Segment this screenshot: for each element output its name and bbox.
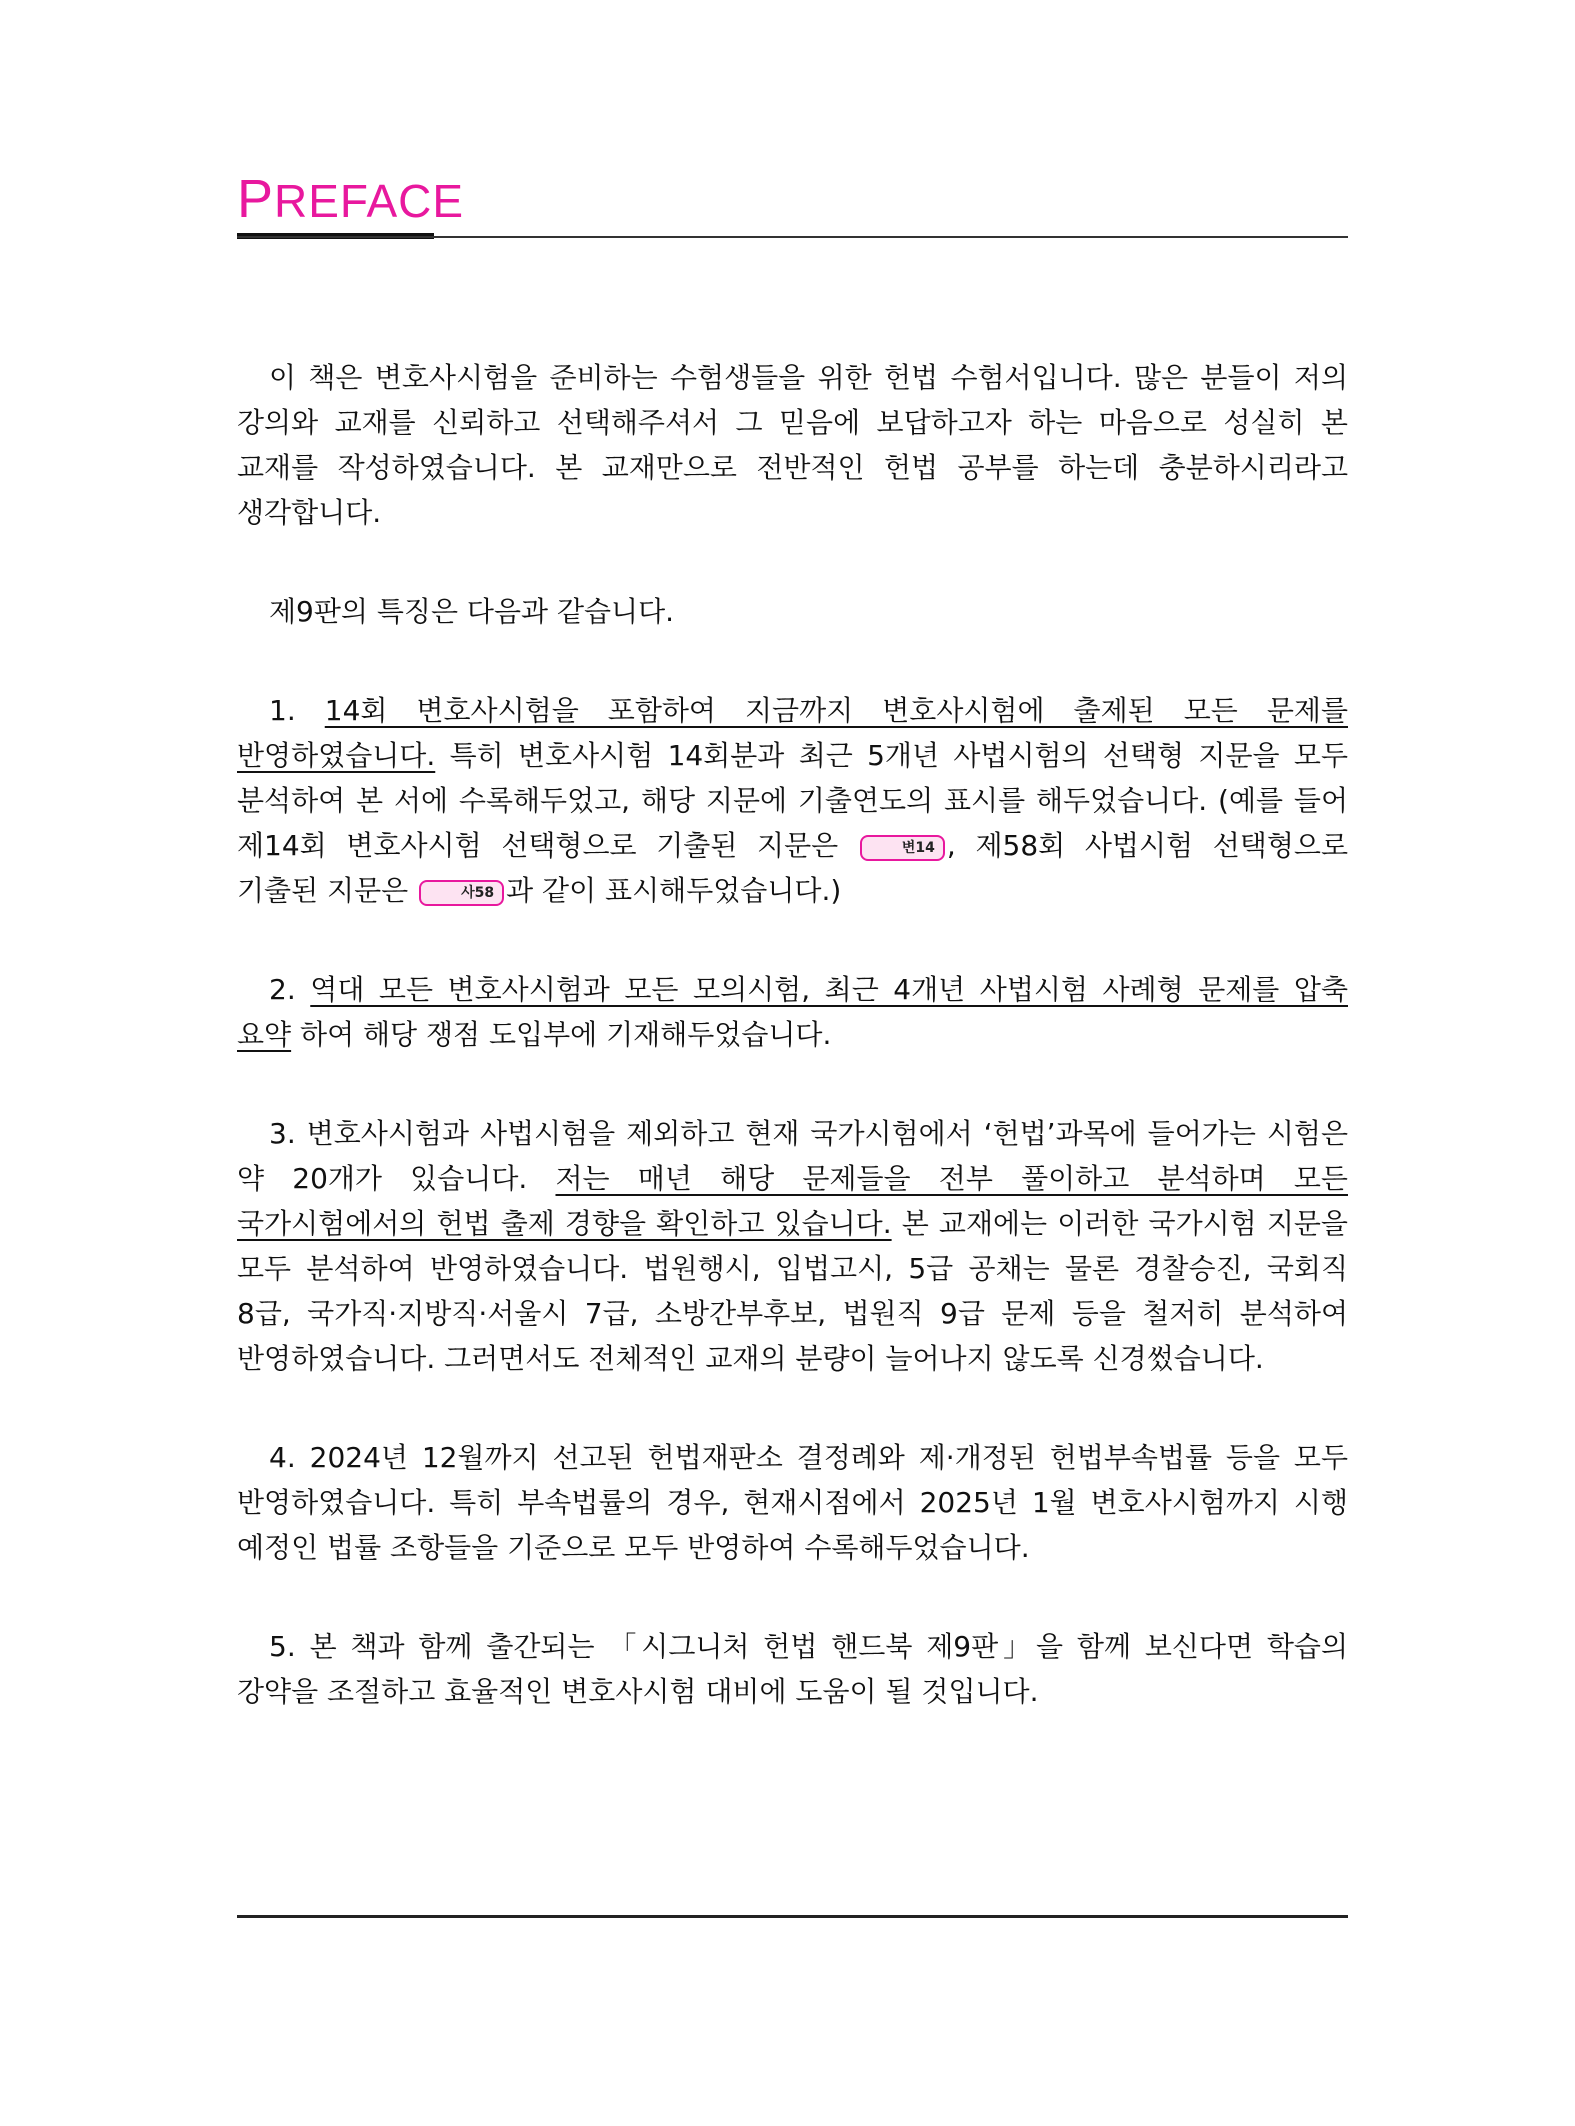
title-rule <box>237 236 1348 238</box>
item-3-number: 3. <box>269 1117 296 1150</box>
item-2-highlight: 역대 모든 변호사시험과 모든 모의시험, 최근 4개년 사법시험 사례형 문제를 압축 요약 <box>237 973 1348 1051</box>
item-1-number: 1. <box>269 694 296 727</box>
preface-body <box>237 355 1348 1768</box>
item-3-highlight: 저는 매년 해당 문제들을 전부 풀이하고 분석하며 모든 국가시험에서의 헌법 출제 경향을 확인하고 있습니다. <box>237 1162 1348 1240</box>
exam-badge-bar14: 변14 <box>860 835 945 861</box>
footer-rule <box>237 1915 1348 1918</box>
page-title-initial: P <box>237 169 275 229</box>
features-intro: 제9판의 특징은 다음과 같습니다. <box>269 595 675 628</box>
item-1 <box>237 688 1348 913</box>
page-title-rest: REFACE <box>274 175 465 227</box>
item-5-number: 5. <box>269 1630 296 1663</box>
item-3 <box>237 1111 1348 1381</box>
item-2-number: 2. <box>269 973 296 1006</box>
item-1-text-c: 과 같이 표시해두었습니다.) <box>506 874 842 907</box>
intro-paragraph: 이 책은 변호사시험을 준비하는 수험생들을 위한 헌법 수험서입니다. 많은 분들이 저의 강의와 교재를 신뢰하고 선택해주셔서 그 믿음에 보답하고자 하는 마음으로 성실히 본 교재를 작성하였습니다. 본 교재만으로 전반적인 헌법 공부를 하는데 충분하시리라고 생각합니다. <box>237 361 1348 529</box>
exam-badge-sa58: 사58 <box>419 880 504 906</box>
item-1-text-b: , 제58회 사법시험 선택형으로 기출된 지문은 <box>237 829 1348 907</box>
item-5-text: 본 책과 함께 출간되는 「시그니처 헌법 핸드북 제9판」을 함께 보신다면 학습의 강약을 조절하고 효율적인 변호사시험 대비에 도움이 될 것입니다. <box>237 1630 1348 1708</box>
item-3-text-b: 본 교재에는 이러한 국가시험 지문을 모두 분석하여 반영하였습니다. 법원행시, 입법고시, 5급 공채는 물론 경찰승진, 국회직 8급, 국가직·지방직·서울시 7급, 소방간부후보, 법원직 9급 문제 등을 철저히 분석하여 반영하였습니다. 그러면서도 전체적인 교재의 분량이 늘어나지 않도록 신경썼습니다. <box>237 1207 1348 1375</box>
item-2-text: 하여 해당 쟁점 도입부에 기재해두었습니다. <box>300 1018 832 1051</box>
item-5 <box>237 1624 1348 1714</box>
item-3-text-a: 변호사시험과 사법시험을 제외하고 현재 국가시험에서 ‘헌법’과목에 들어가는 시험은 약 20개가 있습니다. <box>237 1117 1348 1195</box>
item-1-highlight: 14회 변호사시험을 포함하여 지금까지 변호사시험에 출제된 모든 문제를 반영하였습니다. <box>237 694 1348 772</box>
page-title <box>237 170 464 230</box>
item-2 <box>237 967 1348 1057</box>
item-1-text-a: 특히 변호사시험 14회분과 최근 5개년 사법시험의 선택형 지문을 모두 분석하여 본 서에 수록해두었고, 해당 지문에 기출연도의 표시를 해두었습니다. (예를 들어 제14회 변호사시험 선택형으로 기출된 지문은 <box>237 739 1348 862</box>
item-4 <box>237 1435 1348 1570</box>
item-4-text: 2024년 12월까지 선고된 헌법재판소 결정례와 제·개정된 헌법부속법률 등을 모두 반영하였습니다. 특히 부속법률의 경우, 현재시점에서 2025년 1월 변호사시험까지 시행 예정인 법률 조항들을 기준으로 모두 반영하여 수록해두었습니다. <box>237 1441 1349 1564</box>
item-4-number: 4. <box>269 1441 296 1474</box>
